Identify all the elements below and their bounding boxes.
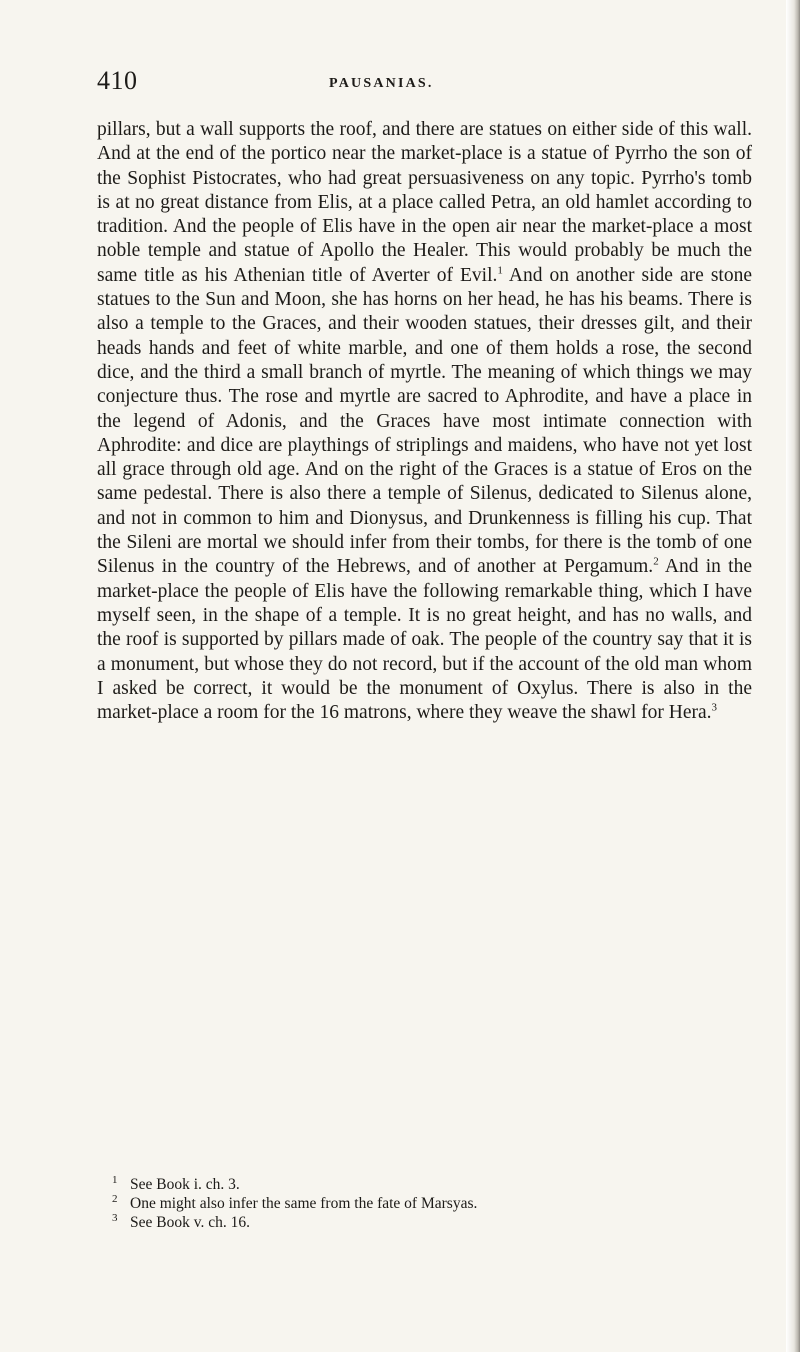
footnote-ref-1: 1 (497, 264, 503, 277)
page-number: 410 (97, 66, 138, 95)
footnote-marker: 1 (112, 1174, 118, 1186)
footnote-text: See Book i. ch. 3. (130, 1176, 240, 1193)
footnotes (112, 1175, 672, 1232)
footnote-marker: 2 (112, 1193, 118, 1205)
running-title: PAUSANIAS. (329, 76, 434, 91)
page-header (97, 66, 717, 96)
footnote-text: One might also infer the same from the fate of Marsyas. (130, 1195, 478, 1212)
footnote-marker: 3 (112, 1212, 118, 1224)
footnote (112, 1213, 672, 1232)
footnote-ref-2: 2 (653, 555, 659, 568)
main-paragraph (97, 118, 752, 725)
footnote-text: See Book v. ch. 16. (130, 1214, 250, 1231)
paragraph-segment: And on another side are stone statues to the Sun and Moon, she has horns on her head, he has his beams. There is also a temple to the Graces, and their wooden statues, their dresses gilt, and their heads hands and feet of white marble, and one of them holds a rose, the second dice, and the third a small branch of myrtle. The meaning of which things we may conjecture thus. The rose and myrtle are sacred to Aphrodite, and have a place in the legend of Adonis, and the Graces have most intimate connection with Aphrodite: and dice are playthings of striplings and maidens, who have not yet lost all grace through old age. And on the right of the Graces is a statue of Eros on the same pedestal. There is also there a temple of Silenus, dedicated to Silenus alone, and not in common to him and Dionysus, and Drunkenness is filling his cup. That the Sileni are mortal we should infer from their tombs, for there is the tomb of one Silenus in the country of the Hebrews, and of another at Pergamum. (97, 264, 752, 578)
page-edge-shadow (786, 0, 800, 1352)
paragraph-segment: pillars, but a wall supports the roof, and there are statues on either side of this wall. And at the end of the portico near the market-place is a statue of Pyrrho the son of the Sophist Pistocrates, who had great persuasiveness on any topic. Pyrrho's tomb is at no great distance from Elis, at a place called Petra, an old hamlet according to tradition. And the people of Elis have in the open air near the market-place a most noble temple and statue of Apollo the Healer. This would probably be much the same title as his Athenian title of Averter of Evil. (97, 119, 752, 286)
footnote (112, 1175, 672, 1194)
footnote-ref-3: 3 (711, 701, 718, 714)
paragraph-segment: And in the market-place the people of Elis have the following remarkable thing, which I have myself seen, in the shape of a temple. It is no great height, and has no walls, and the roof is supported by pillars made of oak. The people of the country say that it is a monument, but whose they do not record, but if the account of the old man whom I asked be correct, it would be the monument of Oxylus. There is also in the market-place a room for the 16 matrons, where they weave the shawl for Hera. (97, 556, 753, 724)
footnote (112, 1194, 672, 1213)
